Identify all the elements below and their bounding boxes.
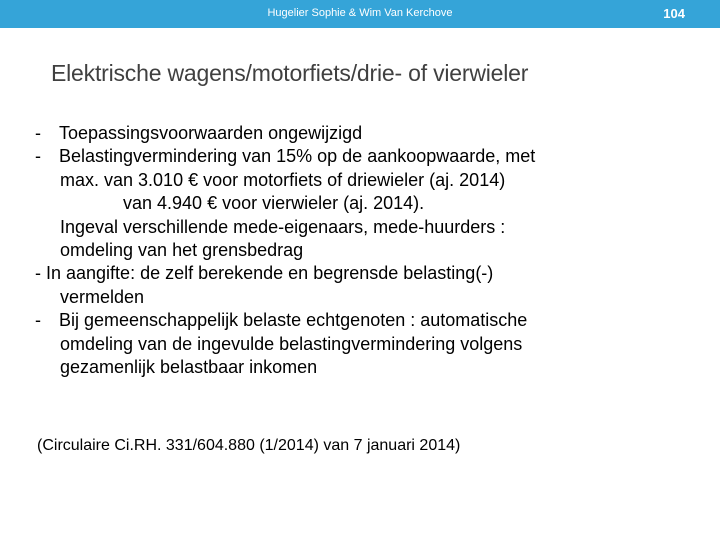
continuation-line: omdeling van de ingevulde belastingvermindering volgens — [60, 333, 523, 354]
continuation-line: vermelden — [60, 286, 145, 307]
slide-title: Elektrische wagens/motorfiets/drie- of vierwieler — [51, 60, 529, 86]
bullet-item — [35, 122, 695, 145]
bullet-item: - In aangifte: de zelf berekende en begrensde belasting(-) — [35, 263, 494, 284]
page-number: 104 — [663, 6, 685, 21]
bullet-marker: - — [35, 123, 41, 143]
bullet-marker: - — [35, 146, 41, 167]
header-bar — [0, 0, 720, 28]
continuation-line: van 4.940 € voor vierwieler (aj. 2014). — [123, 193, 425, 214]
continuation-line: omdeling van het grensbedrag — [60, 240, 304, 261]
citation: (Circulaire Ci.RH. 331/604.880 (1/2014) van 7 januari 2014) — [37, 437, 461, 454]
slide-body — [35, 122, 695, 379]
continuation-line: gezamenlijk belastbaar inkomen — [60, 357, 318, 378]
bullet-text: Toepassingsvoorwaarden ongewijzigd — [59, 123, 363, 143]
bullet-marker: - — [35, 310, 41, 331]
bullet-item — [35, 145, 695, 168]
bullet-text: Belastingvermindering van 15% op de aankoopwaarde, met — [59, 146, 536, 167]
continuation-line: Ingeval verschillende mede-eigenaars, mede-huurders : — [60, 216, 506, 237]
continuation-line: max. van 3.010 € voor motorfiets of driewieler (aj. 2014) — [60, 169, 506, 190]
bullet-item — [35, 309, 695, 332]
bullet-text: Bij gemeenschappelijk belaste echtgenoten : automatische — [59, 310, 528, 331]
header-author: Hugelier Sophie & Wim Van Kerchove — [267, 7, 453, 19]
